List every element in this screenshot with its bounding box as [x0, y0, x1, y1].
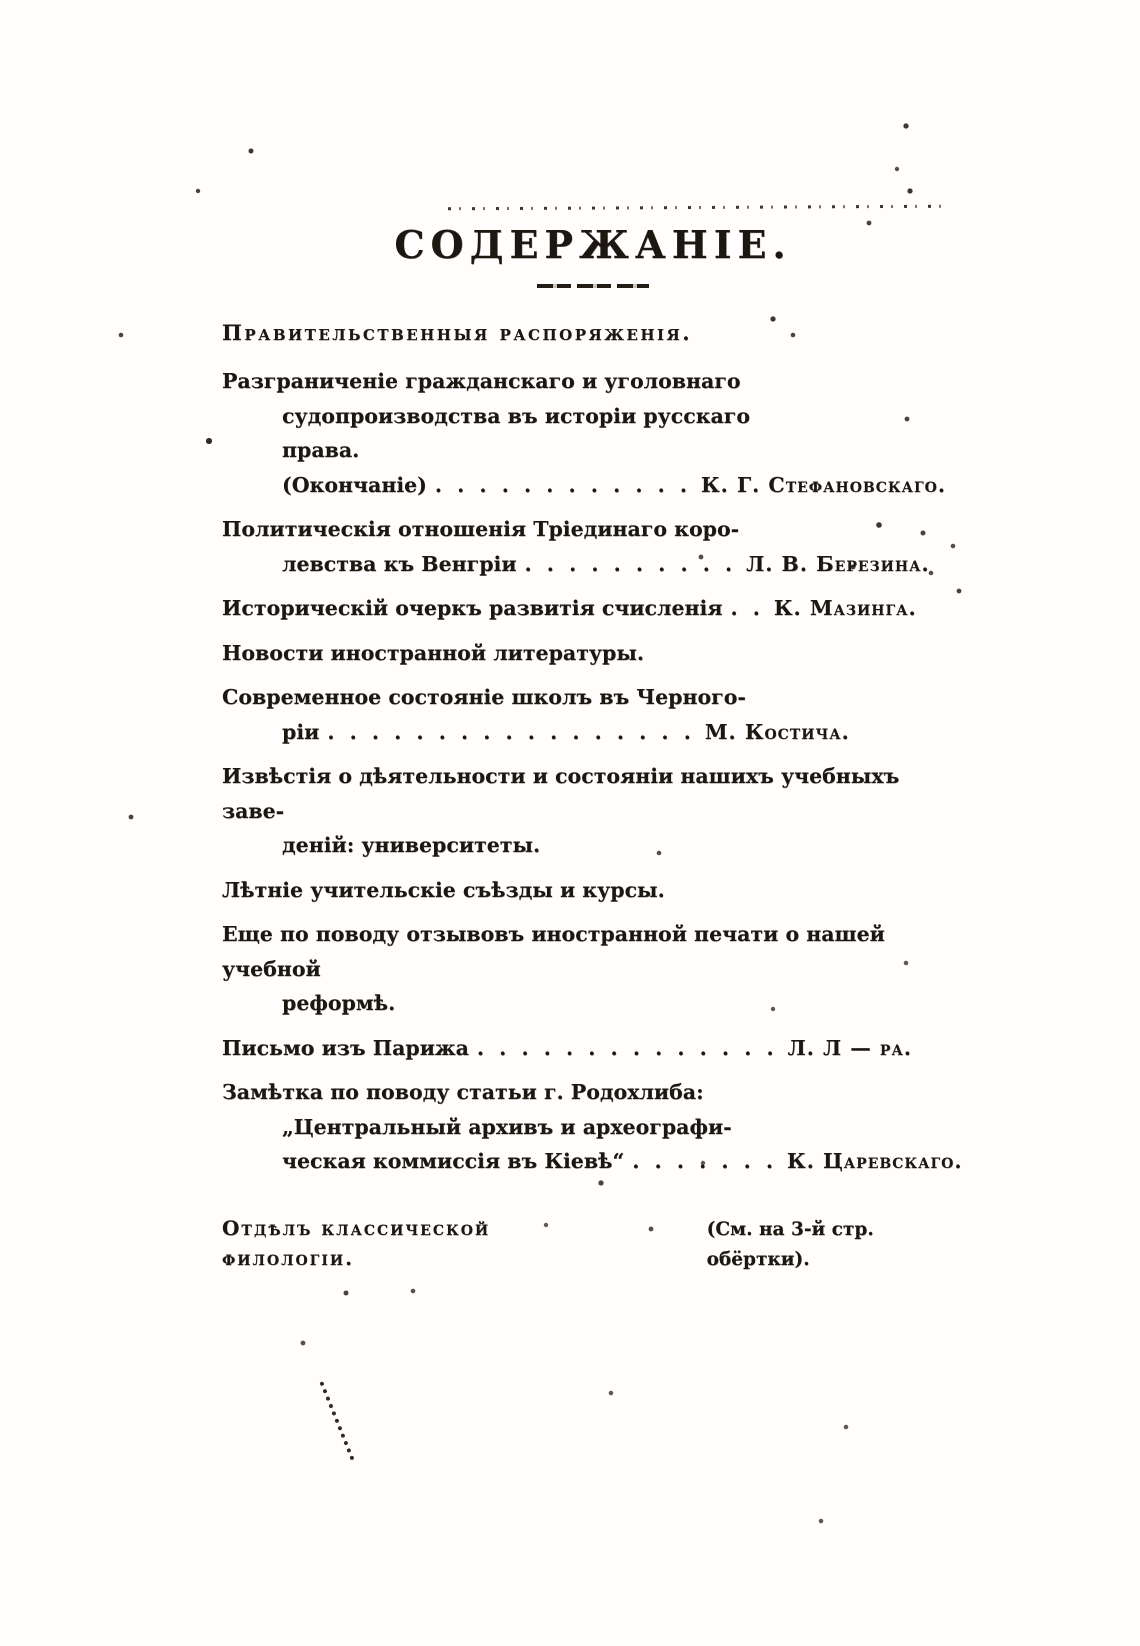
- title-divider: [537, 284, 649, 288]
- toc-entry: [222, 364, 964, 502]
- toc-entry: [222, 759, 964, 863]
- toc-entry-line: [222, 715, 964, 750]
- dot-leader: . . . . . . .: [632, 1149, 778, 1173]
- toc-content: [222, 220, 964, 1275]
- toc-entry: [222, 917, 964, 1021]
- toc-entry-text: ческая коммиссія въ Кіевѣ“: [282, 1149, 625, 1173]
- scan-noise: [0, 0, 2, 2]
- toc-entry: [222, 636, 964, 671]
- toc-entry-text: Письмо изъ Парижа: [222, 1035, 469, 1060]
- scan-noise: [319, 1371, 378, 1460]
- toc-entry-line: [222, 1144, 964, 1179]
- toc-entry-line: [222, 1031, 964, 1066]
- footer-note: (См. на 3-й стр. обёртки).: [706, 1218, 874, 1270]
- toc-entry-line: Политическія отношенія Тріединаго коро-: [222, 517, 740, 541]
- dot-leader: . . . . . . . . . . . . . . . . .: [327, 719, 695, 744]
- scan-noise: [448, 205, 946, 211]
- author-name: Л. Л — ра.: [787, 1035, 912, 1060]
- author-name: Л. В. Березина.: [746, 551, 930, 576]
- toc-entry-text: права. (Окончаніе): [282, 438, 427, 497]
- toc-entry-line: реформѣ.: [282, 991, 396, 1015]
- toc-entry-line: Лѣтніе учительскіе съѣзды и курсы.: [222, 877, 665, 902]
- toc-entry: [222, 1031, 964, 1066]
- toc-entry-line: деній: университеты.: [282, 833, 541, 857]
- author-name: К. Г. Стефановскаго.: [701, 472, 947, 497]
- toc-entry-line: Извѣстія о дѣятельности и состояніи нашихъ учебныхъ заве-: [222, 764, 900, 823]
- toc-entry: [222, 591, 964, 626]
- toc-entry: [222, 512, 964, 581]
- page-title: СОДЕРЖАНІЕ.: [394, 222, 792, 267]
- toc-entry-line: [222, 591, 964, 626]
- section-heading: Правительственныя распоряженія.: [222, 320, 693, 345]
- toc-entry-line: [222, 433, 964, 502]
- author-name: М. Костича.: [704, 719, 850, 744]
- toc-entry-line: Разграниченіе гражданскаго и уголовнаго: [222, 369, 741, 393]
- toc-entry-text: ріи: [282, 719, 320, 744]
- toc-entry-line: „Центральный архивъ и археографи-: [282, 1114, 732, 1139]
- toc-entry-line: Замѣтка по поводу статьи г. Родохлиба:: [222, 1080, 704, 1104]
- dot-leader: . . . . . . . . . . . .: [434, 472, 692, 497]
- toc-entry-line: [222, 547, 964, 582]
- author-name: К. Царевскаго.: [787, 1149, 963, 1173]
- toc-entry-line: Новости иностранной литературы.: [222, 640, 645, 665]
- dot-leader: . . . . . . . . . . . . . .: [476, 1035, 778, 1060]
- dot-leader: . . . . . . . . . .: [524, 551, 737, 576]
- toc-entry-text: левства къ Венгріи: [282, 551, 517, 576]
- dot-leader: . .: [730, 596, 764, 620]
- toc-entry-text: Историческій очеркъ развитія счисленія: [222, 596, 723, 620]
- toc-entry-line: Современное состояніе школъ въ Черного-: [222, 685, 746, 709]
- toc-footer: [222, 1213, 964, 1275]
- toc-entry: [222, 1075, 964, 1179]
- toc-entry-line: Еще по поводу отзывовъ иностранной печати о нашей учебной: [222, 922, 885, 981]
- toc-entry: [222, 680, 964, 749]
- toc-entry-line: судопроизводства въ исторіи русскаго: [282, 403, 751, 428]
- author-name: К. Мазинга.: [773, 596, 917, 620]
- footer-section-title: Отдѣлъ классической филологіи.: [222, 1215, 491, 1270]
- toc-entry: [222, 873, 964, 908]
